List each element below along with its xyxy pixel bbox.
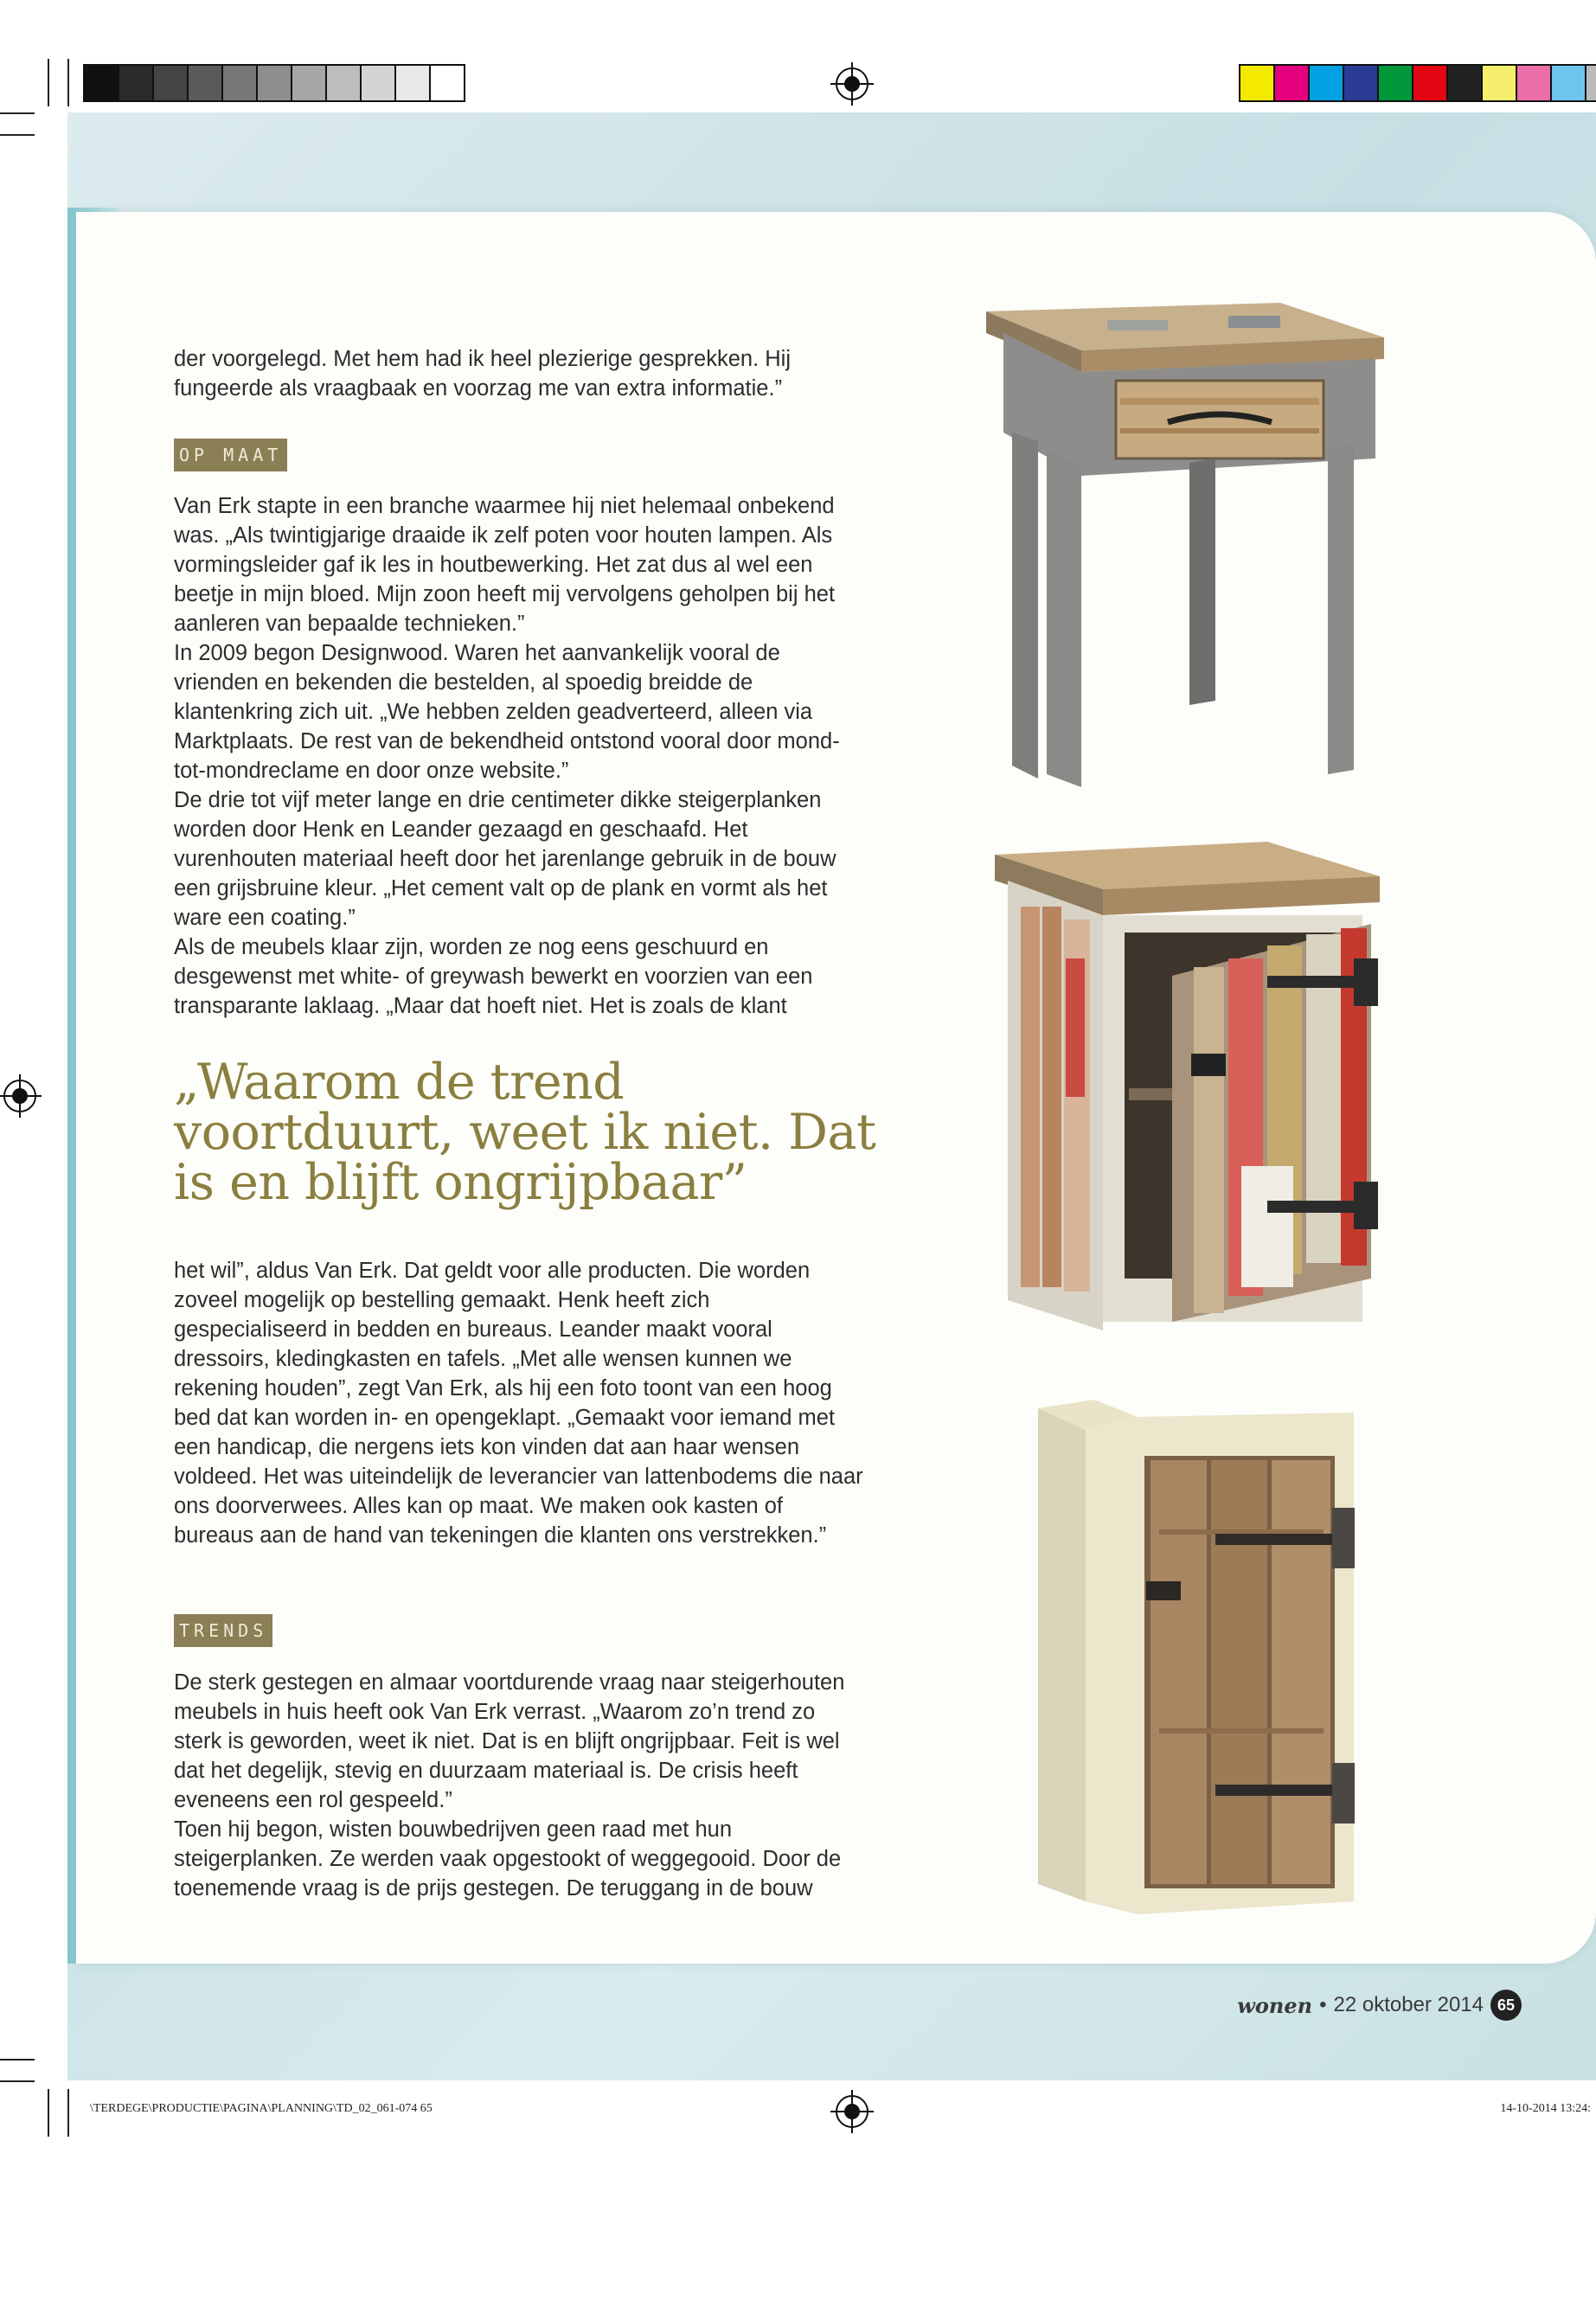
paragraph: Van Erk stapte in een branche waarmee hij niet helemaal onbekend was. „Als twintigjarige draaide ik zelf poten voor houten lampen. Als vormingsleider gaf ik les in houtbewerking. Het zat dus al wel een beetje in mijn bloed. Mijn zoon heeft mij vervolgens geholpen bij het aanleren van bepaalde technieken.” [174, 494, 836, 636]
print-slug-path: \TERDEGE\PRODUCTIE\PAGINA\PLANNING\TD_02_061-074 65 [90, 2102, 433, 2115]
paragraph: het wil”, aldus Van Erk. Dat geldt voor alle producten. Die worden zoveel mogelijk op bestelling gemaakt. Henk heeft zich gespecialiseerd in bedden en bureaus. Leander maakt vooral dressoirs, kledingkasten en tafels. „Met alle wensen kunnen we rekening houden”, zegt Van Erk, als hij een foto toont van een hoog bed dat kan worden in- en opengeklapt. „Gemaakt voor iemand met een handicap, die nergens iets kon vinden dat aan haar wensen voldeed. Het was uiteindelijk de leverancier van lattenbodems die naar ons doorverwees. Alles kan op maat. We maken ook kasten of bureaus aan de hand van tekeningen die klanten ons verstrekken.” [174, 1259, 863, 1548]
registration-mark-icon [3, 1080, 36, 1112]
pull-quote-line: voortduurt, weet ik niet. Dat [174, 1104, 876, 1161]
print-slug-timestamp: 14-10-2014 13:24: [1500, 2102, 1591, 2115]
page-number-badge: 65 [1490, 1990, 1522, 2021]
intro-paragraph [174, 344, 866, 403]
magazine-brand: wonen [1237, 1992, 1313, 2018]
crop-mark [67, 2089, 69, 2137]
paragraph: In 2009 begon Designwood. Waren het aanvankelijk vooral de vrienden en bekenden die bestelden, al spoedig breidde de klantenkring zich uit. „We hebben zelden geadverteerd, alleen via Marktplaats. De rest van de bekendheid ontstond vooral door mond-tot-mondreclame en door onze website.” [174, 641, 840, 783]
section-op-maat-body [174, 491, 866, 1021]
registration-mark-icon [836, 67, 869, 100]
color-bar [1239, 64, 1596, 102]
issue-date: 22 oktober 2014 [1333, 1993, 1484, 2016]
crop-mark [48, 2089, 49, 2137]
crop-mark [0, 2080, 35, 2082]
footer-separator: • [1319, 1993, 1327, 2016]
registration-mark-icon [836, 2095, 869, 2128]
grayscale-bar [83, 64, 465, 102]
crop-mark [67, 59, 69, 106]
nightstand-drawer-photo [969, 285, 1401, 796]
paragraph: Toen hij begon, wisten bouwbedrijven geen raad met hun steigerplanken. Ze werden vaak opgestookt of weggegooid. Door de toenemende vraag is de prijs gestegen. De teruggang in de bouw [174, 1817, 842, 1900]
crop-mark [48, 59, 49, 106]
page-footer [1237, 1990, 1522, 2021]
cabinet-closed-door-photo [1034, 1400, 1397, 1919]
pull-quote-line: is en blijft ongrijpbaar” [174, 1154, 747, 1211]
crop-mark [0, 112, 35, 114]
section-heading-trends: TRENDS [174, 1614, 272, 1647]
section-op-maat-continued [174, 1256, 866, 1550]
paragraph: De drie tot vijf meter lange en drie centimeter dikke steigerplanken worden door Henk en Leander gezaagd en geschaafd. Het vurenhouten materiaal heeft door het jarenlange gebruik in de bouw een grijsbruine kleur. „Het cement valt op de plank en vormt als het ware een coating.” [174, 788, 836, 930]
section-trends-body [174, 1668, 866, 1903]
crop-mark [0, 2059, 35, 2061]
paragraph: Als de meubels klaar zijn, worden ze nog eens geschuurd en desgewenst met white- of greywash bewerkt en voorzien van een transparante laklaag. „Maar dat hoeft niet. Het is zoals de klant [174, 935, 813, 1018]
section-heading-op-maat: OP MAAT [174, 439, 287, 471]
cabinet-open-door-photo [990, 837, 1397, 1348]
crop-mark [0, 134, 35, 136]
pull-quote [174, 1054, 952, 1211]
intro-text: der voorgelegd. Met hem had ik heel plezierige gesprekken. Hij fungeerde als vraagbaak en voorzag me van extra informatie.” [174, 347, 791, 401]
paragraph: De sterk gestegen en almaar voortdurende vraag naar steigerhouten meubels in huis heeft ook Van Erk verrast. „Waarom zo’n trend zo sterk is geworden, weet ik niet. Dat is en blijft ongrijpbaar. Feit is wel dat het degelijk, stevig en duurzaam materiaal is. De crisis heeft eveneens een rol gespeeld.” [174, 1670, 845, 1812]
pull-quote-line: „Waarom de trend [174, 1054, 625, 1111]
